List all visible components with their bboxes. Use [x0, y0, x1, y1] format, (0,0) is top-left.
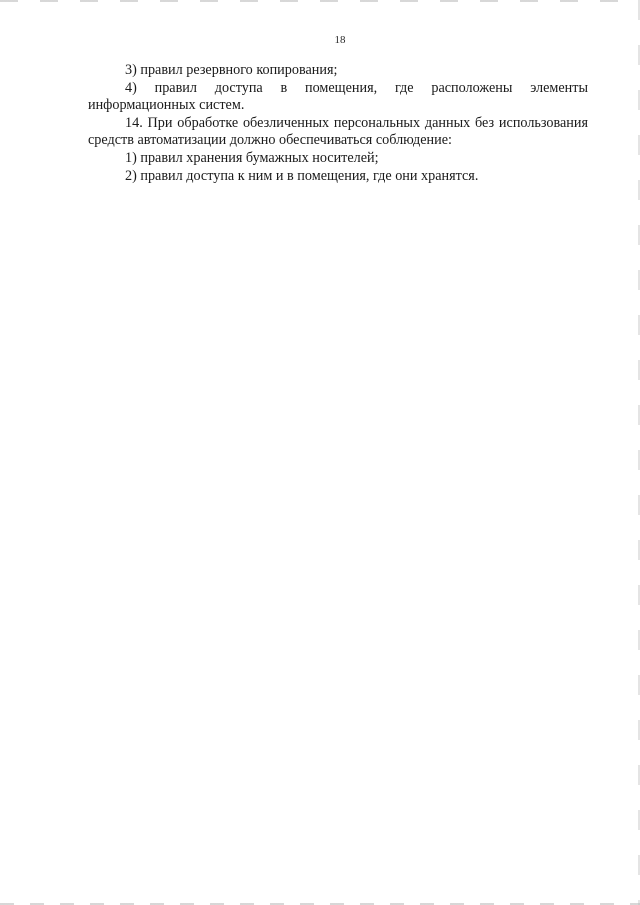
paragraph-item-2: 2) правил доступа к ним и в помещения, где они хранятся.	[125, 167, 479, 184]
paragraph-clause-14: 14. При обработке обезличенных персональных данных без использования средств автоматизации должно обеспечиваться соблюдение:	[88, 114, 588, 149]
paragraph-item-4: 4) правил доступа в помещения, где расположены элементы информационных систем.	[88, 79, 588, 114]
scan-edge-top	[0, 0, 640, 2]
document-body	[88, 62, 588, 185]
page-number: 18	[334, 34, 346, 46]
paragraph-item-3: 3) правил резервного копирования;	[125, 62, 338, 78]
paragraph-item-1: 1) правил хранения бумажных носителей;	[125, 149, 379, 166]
